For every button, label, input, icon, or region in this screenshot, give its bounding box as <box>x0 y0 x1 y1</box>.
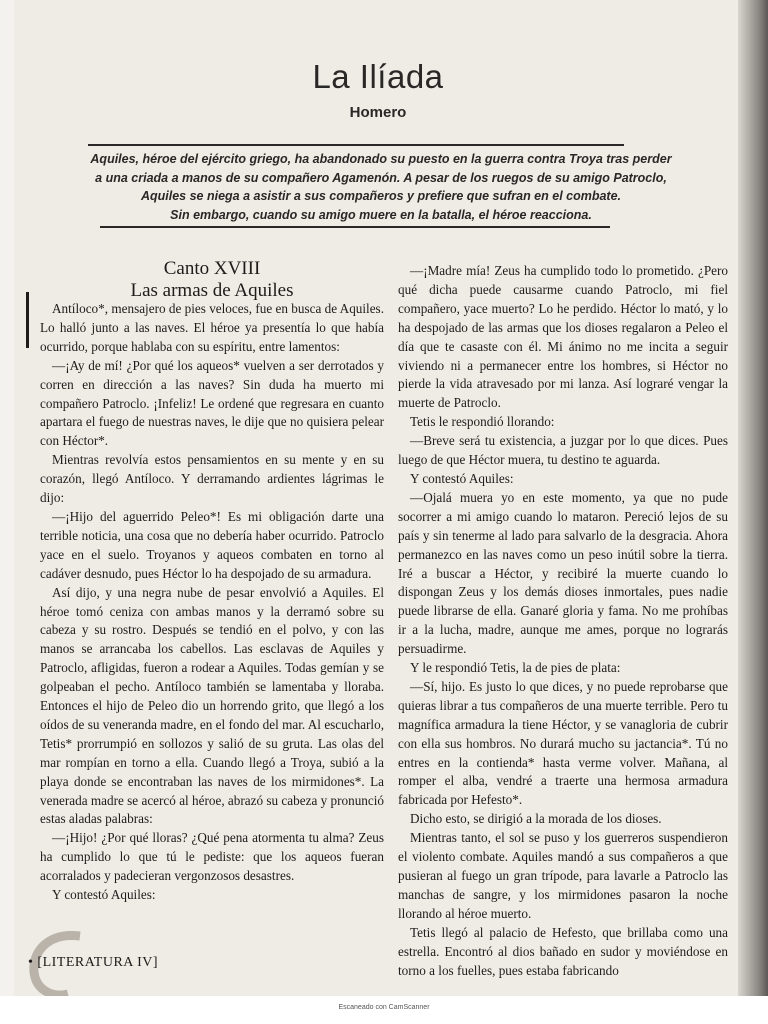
paragraph: —Breve será tu existencia, a juzgar por lo que dices. Pues luego de que Héctor muera, tu destino te aguarda. <box>398 433 728 468</box>
paragraph: —Sí, hijo. Es justo lo que dices, y no puede reprobarse que quieras librar a tus compañeros de una muerte terrible. Pero tu magnífica armadura la tiene Héctor, y se vanagloria de cubrir con ella sus hombros. No durará mucho su jactancia*. Tú no entres en la contienda* hasta verme volver. Mañana, al romper el alba, vendré a traerte una hermosa armadura fabricada por Hefesto*. <box>398 678 728 808</box>
paragraph: Y contestó Aquiles: <box>52 887 156 903</box>
paragraph: Mientras revolvía estos pensamientos en su mente y en su corazón, llegó Antíloco. Y derramando ardientes lágrimas le dijo: <box>40 452 384 506</box>
scanned-page <box>14 0 742 1000</box>
canto-heading <box>40 258 384 302</box>
intro-line: Aquiles se niega a asistir a sus compañeros y prefiere que sufran en el combate. <box>140 189 622 203</box>
paragraph: Tetis le respondió llorando: <box>410 414 555 430</box>
right-column <box>398 262 728 980</box>
paragraph: —¡Ay de mí! ¿Por qué los aqueos* vuelven a ser derrotados y corren en dirección a las naves? Sin duda ha muerto mi compañero Patroclo. ¡Infeliz! Le ordené que regresara en cuanto apartara el fuego de nuestras naves, le dije que no quisiera pelear con Héctor*. <box>40 357 384 449</box>
page-title: La Ilíada <box>312 58 444 95</box>
paragraph: —¡Hijo! ¿Por qué lloras? ¿Qué pena atormenta tu alma? Zeus ha cumplido lo que tú le pediste: que los aqueos fueran acorralados y padecieran vergonzosos desastres. <box>40 830 384 884</box>
intro-line: Sin embargo, cuando su amigo muere en la batalla, el héroe reacciona. <box>170 207 592 222</box>
paragraph: Antíloco*, mensajero de pies veloces, fue en busca de Aquiles. Lo halló junto a las naves. El héroe ya presentía lo que había ocurrido, porque hablaba con su espíritu, entre lamentos: <box>40 301 384 354</box>
footer-section-label: • [LITERATURA IV] <box>28 955 159 970</box>
paragraph: Tetis llegó al palacio de Hefesto, que brillaba como una estrella. Encontró al dios bañado en sudor y moviéndose en torno a los fuelles, pues estaba fabricando <box>398 924 728 978</box>
paragraph: —Ojalá muera yo en este momento, ya que no pude socorrer a mi amigo cuando lo mataron. Pereció lejos de su país y sin tenerme al lado para salvarlo de la desgracia. Ahora permanezco en las naves como un peso inútil sobre la tierra. Iré a buscar a Héctor, y recibiré la muerte cuando lo dispongan Zeus y los demás dioses inmortales, pues nadie puede librarse de ella. Ganaré gloria y fama. No me prohíbas ir a la lucha, madre, aunque me ames, porque no lograrás persuadirme. <box>398 489 728 657</box>
paragraph: Así dijo, y una negra nube de pesar envolvió a Aquiles. El héroe tomó ceniza con ambas manos y la derramó sobre su cabeza y su rostro. Después se tendió en el polvo, y con las manos se arrancaba los cabellos. Las esclavas de Aquiles y Patroclo, afligidas, fueron a rodear a Aquiles. Todas gemían y se golpeaban el pecho. Antíloco también se lamentaba y lloraba. Entonces el hijo de Peleo dio un horrendo grito, que llegó a los oídos de su veneranda madre, en el fondo del mar. Al escucharlo, Tetis* prorrumpió en sollozos y salió de su gruta. Las olas del mar rompían en torno a ella. Cuando llegó a Troya, subió a la playa donde se encontraban las naves de los mirmidones*. La venerada madre se acercó al héroe, abrazó su cabeza y pronunció estas aladas palabras: <box>40 584 384 827</box>
divider-top <box>88 144 624 146</box>
paragraph: Y contestó Aquiles: <box>410 470 514 486</box>
canto-title: Canto XVIII <box>163 258 261 279</box>
paragraph: —¡Hijo del aguerrido Peleo*! Es mi obligación darte una terrible noticia, una cosa que no debería haber ocurrido. Patroclo yace en el suelo. Troyanos y aqueos combaten en torno al cadáver desnudo, pues Héctor lo ha despojado de su armadura. <box>40 508 384 581</box>
divider-bottom <box>100 226 610 228</box>
page-edge-shadow <box>738 0 768 1024</box>
intro-line: Aquiles, héroe del ejército griego, ha abandonado su puesto en la guerra contra Troya tras perder <box>90 152 672 166</box>
margin-mark <box>26 292 29 348</box>
author-name: Homero <box>349 104 407 121</box>
scanner-watermark: Escaneado con CamScanner <box>338 1004 430 1011</box>
intro-line: a una criada a manos de su compañero Agamenón. A pesar de los ruegos de su amigo Patroclo, <box>95 170 667 185</box>
canto-subtitle: Las armas de Aquiles <box>130 280 294 301</box>
paragraph: Mientras tanto, el sol se puso y los guerreros suspendieron el violento combate. Aquiles mandó a sus compañeros a que pusieran al fuego un gran trípode, para lavarle a Patroclo las manchas de sangre, y los mirmidones pasaron la noche llorando al héroe muerto. <box>398 830 728 921</box>
intro-summary <box>66 150 696 224</box>
left-column <box>40 300 384 905</box>
paragraph: —¡Madre mía! Zeus ha cumplido todo lo prometido. ¿Pero qué dicha puede causarme cuando Patroclo, mi fiel compañero, yace muerto? Lo he perdido. Héctor lo mató, y lo ha despojado de las armas que los dioses regalaron a Peleo el día que te casaste con él. Mi ánimo no me incita a seguir viviendo ni a permanecer entre los hombres, si Héctor no pierde la vida atravesado por mi lanza. Así lograré vengar la muerte de Patroclo. <box>398 263 728 411</box>
paragraph: Y le respondió Tetis, la de pies de plata: <box>410 660 621 676</box>
paragraph: Dicho esto, se dirigió a la morada de los dioses. <box>410 811 662 827</box>
